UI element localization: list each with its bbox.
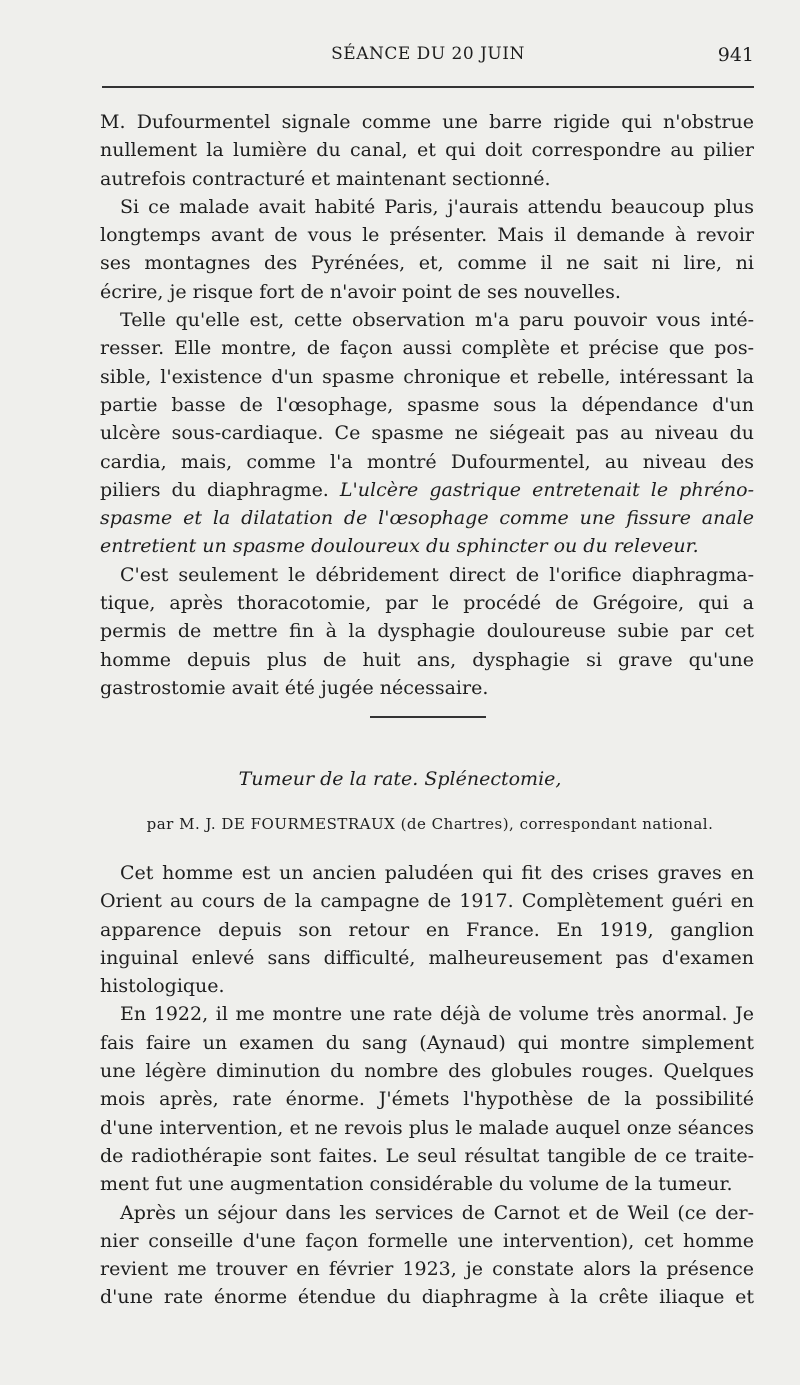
text-line (100, 476, 754, 504)
text-line: resser. Elle montre, de façon aussi complète et précise que pos- (100, 337, 754, 360)
text-line: homme depuis plus de huit ans, dysphagie si grave qu'une (100, 648, 754, 671)
text-line: nier conseille d'une façon formelle une intervention), cet homme (100, 1229, 754, 1252)
text-line: de radiothérapie sont faites. Le seul résultat tangible de ce traite- (100, 1144, 754, 1167)
page-header (102, 44, 754, 74)
text-line: d'une intervention, et ne revois plus le malade auquel onze séances (100, 1116, 754, 1139)
text-line: gastrostomie avait été jugée nécessaire. (100, 676, 489, 699)
text-line: mois après, rate énorme. J'émets l'hypothèse de la possibilité (100, 1088, 754, 1111)
text-line: partie basse de l'œsophage, spasme sous la dépendance d'un (100, 393, 754, 416)
text-line: Orient au cours de la campagne de 1917. Complètement guéri en (100, 890, 754, 913)
text-line: autrefois contracturé et maintenant sectionné. (100, 167, 551, 190)
text-line: apparence depuis son retour en France. En 1919, ganglion (100, 918, 754, 941)
text-line: Cet homme est un ancien paludéen qui fit des crises graves en (120, 862, 754, 884)
text-line: spasme et la dilatation de l'œsophage comme une fissure anale (100, 507, 754, 530)
text-line: Si ce malade avait habité Paris, j'aurais attendu beaucoup plus (120, 195, 754, 218)
section-title: Tumeur de la rate. Splénectomie, (238, 768, 562, 790)
text-line: En 1922, il me montre une rate déjà de volume très anormal. Je (120, 1003, 754, 1026)
italic-run: L'ulcère gastrique entretenait le phréno- (339, 478, 754, 501)
header-rule (102, 86, 754, 88)
text-line: sible, l'existence d'un spasme chronique et rebelle, intéressant la (100, 365, 754, 388)
text-line: ulcère sous-cardiaque. Ce spasme ne siégeait pas au niveau du (100, 422, 754, 445)
section-byline: par M. J. DE FOURMESTRAUX (de Chartres), correspondant national. (146, 815, 714, 833)
text-line: histologique. (100, 975, 225, 998)
text-line: nullement la lumière du canal, et qui doit correspondre au pilier (100, 139, 754, 162)
text-line: fais faire un examen du sang (Aynaud) qui montre simplement (100, 1031, 754, 1054)
text-line: revient me trouver en février 1923, je constate alors la présence (100, 1258, 754, 1281)
text-line: M. Dufourmentel signale comme une barre rigide qui n'obstrue (100, 111, 754, 133)
text-line: cardia, mais, comme l'a montré Dufourmentel, au niveau des (100, 450, 754, 473)
text-line: écrire, je risque fort de n'avoir point de ses nouvelles. (100, 280, 621, 303)
body-text-part2 (100, 859, 754, 1312)
body-text-part1 (100, 108, 754, 702)
text-line: d'une rate énorme étendue du diaphragme à la crête iliaque et (100, 1286, 754, 1309)
text-line: Telle qu'elle est, cette observation m'a paru pouvoir vous inté- (120, 309, 754, 332)
text-line: tique, après thoracotomie, par le procédé de Grégoire, qui a (100, 592, 754, 615)
text-run: piliers du diaphragme. (100, 478, 340, 501)
page-number: 941 (717, 44, 754, 66)
text-line: une légère diminution du nombre des globules rouges. Quelques (100, 1060, 754, 1083)
text-line: permis de mettre fin à la dysphagie douloureuse subie par cet (100, 620, 754, 643)
text-line: C'est seulement le débridement direct de l'orifice diaphragma- (120, 563, 754, 586)
section-separator (370, 716, 486, 718)
text-line: inguinal enlevé sans difficulté, malheureusement pas d'examen (100, 946, 754, 969)
text-line: Après un séjour dans les services de Carnot et de Weil (ce der- (120, 1201, 754, 1224)
text-line: ment fut une augmentation considérable du volume de la tumeur. (100, 1173, 733, 1196)
text-line: longtemps avant de vous le présenter. Mais il demande à revoir (100, 224, 754, 247)
text-line: entretient un spasme douloureux du sphincter ou du releveur. (100, 535, 699, 558)
running-title: SÉANCE DU 20 JUIN (331, 44, 525, 64)
text-line: ses montagnes des Pyrénées, et, comme il ne sait ni lire, ni (100, 252, 754, 275)
